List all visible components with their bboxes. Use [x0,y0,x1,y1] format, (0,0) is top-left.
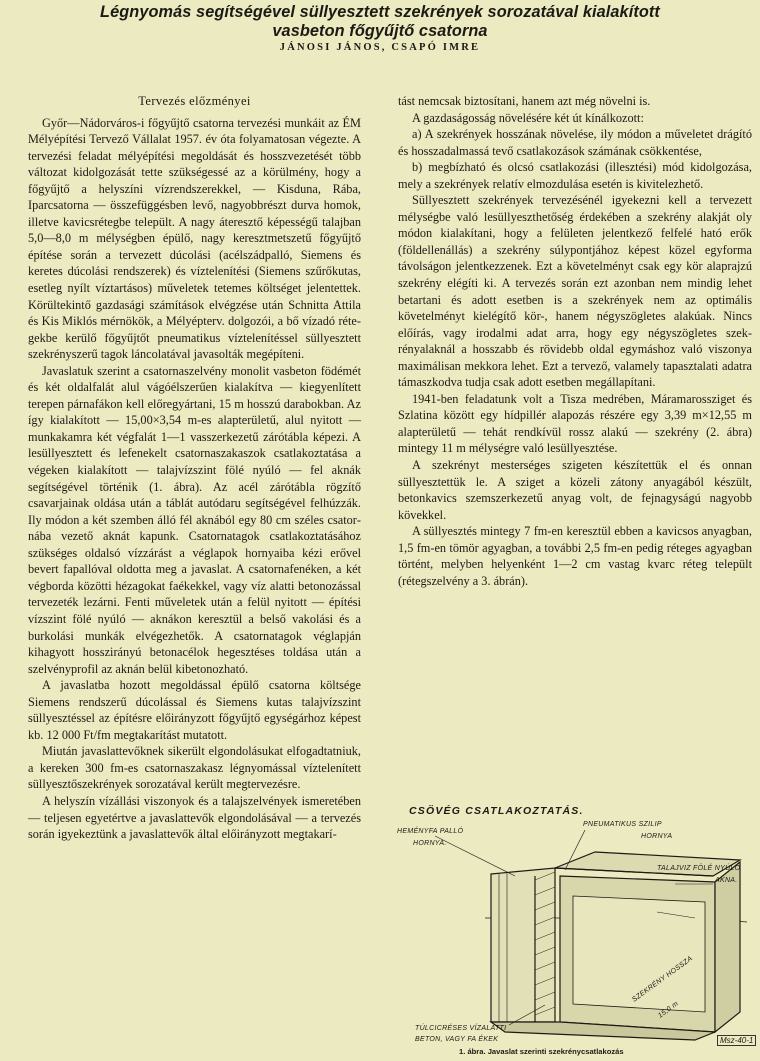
label-szekreny-hossza: SZEKRÉNY HOSSZA [631,955,695,1004]
label-hossz-ertek: 15,0 m [657,1000,680,1020]
authors: JÁNOSI JÁNOS, CSAPÓ IMRE [279,42,481,53]
paragraph: A süllyesztés mintegy 7 fm-en keresztül ebben a kavicsos anyagban, 1,5 fm-en tömör agyagban, a további 2,5 fm-en pedig réteges agyagban történt, melyben helyenként 1—2 cm vastag kvarc réteg települt (rétegszelvény a 3. ábrán). [398,524,752,588]
paragraph: Javaslatuk szerint a csatornaszelvény monolit vasbeton födémét és két oldalfalát alul vágóélszerűen kialakítva — kiegyenlített terepen párnafákon kell előregyártani, 15 m hosszú darabokban. Az így kialakított — 15,00×3,54 m-es alapterületű, alul nyitott — munkakamra két végfalát 1—1 vasszerkezetű zárótábla képezi. A lesüllyesztett és lefenekelt csatornaszakaszok csatlakoztatása a végeken kialakított — talajvízszint fölé nyúló — fel aknák segítségével történik (1. ábra). Az acél zárótábla rögzítő csavarjainak oldása után a táblát autódaru segítségével felhúzzák. Ily módon a két szemben álló fél aknából egy 80 cm széles csatornába vezető aknát kapunk. Csatornatagok csatlakoztatásához szükséges oldalsó vízzárást a véglapok hornyaiba kézi erővel bevert fapallóval oldotta meg a javaslat. A csatornafenéken, a két végborda közötti hézagokat faékekkel, vagy víz alatti betonozással tervezeték lezárni. Fenti műveletek után a felül nyitott — építési vízszint fölé nyúló — aknákon keresztül a belső vakolási és a burkolási munkák elvégezhetők. A csatornatagok véglapján kihagyott hosszirányú betonacélok hegesztéses toldása után a szelvényprofil az aknán belül kibetonozható. [28,363,361,676]
label-tulcicreses: TÚLCICRÉSES VÍZALATTI [415,1025,507,1032]
paragraph: A gazdaságosság növelésére két út kínálkozott: [412,110,644,125]
paragraph: Miután javaslattevőknek sikerült elgondolásukat elfogadtatniuk, a kereken 300 fm-es csatornaszakasz légnyomással víztelenített süllyesztőszekrények sorozatával került megtervezésre. [28,744,361,792]
article-title [20,3,740,41]
label-beton: BETON, VAGY FA ÉKEK [415,1036,499,1043]
figure-caption: 1. ábra. Javaslat szerinti szekrénycsatlakozás [459,1047,624,1056]
paragraph: A helyszín vízállási viszonyok és a talajszelvények ismeretében — teljesen egyetértve a javaslattevők elgondolásával — a tervezés során igyekeztünk a javaslattevők által előirányzott megtakarí- [28,793,361,842]
paragraph: tást nemcsak biztosítani, hanem azt még növelni is. [398,94,651,108]
joint-drawing [395,800,757,1046]
label-horony-right: HORNYA [641,833,673,840]
label-talajviz: TALAJVIZ FÖLÉ NYÚLÓ [657,865,741,872]
figure-pipe-joint [395,800,757,1061]
paragraph: Győr—Nádorváros-i főgyűjtő csatorna tervezési munkáit az ÉM Mélyépítési Tervező Vállalat 1957. év óta folyamatosan végezte. A tervezési feladat mélyépítési megoldását és hosszvezetését több változat kidolgozását tette szükségessé az a körülmény, hogy a főgyűjtő a helyszíni vízrendszerekkel, — Kisduna, Rába, Iparcsatorna — összefüggésben levő, nagyobbrészt durva homok, illetve kavicsrétegbe települt. A nagy áteresztő képességű talajban 5,0—8,0 m mélységben épülő, nagy keresztmetszetű főgyűjtő építése során a tervezett dúcolási (acélszádpalló, Siemens és keretes dúcolási rendszerek) és víztelenítési (Siemens szűrőkutas, esetleg nyílt víztartásos) műveletek tetemes költséget jelentettek. Körültekintő gazdasági számítások elvégzése után Schnitta Attila és Kis Miklós mérnökök, a Mélyépterv. dolgozói, a bő vízadó rétegekbe kerülő főgyűjtőt pneumatikus víztelenítéssel süllyesztett szekrényszerű tagok láncolatával javasolták megépíteni. [28,115,361,362]
paragraph: A szekrényt mesterséges szigeten készítettük el és onnan süllyesztettük le. A sziget a közeli zátony anyagából készült, betonkavics szemszerkezetű anyag volt, de fejnagyságú nagyobb kövekkel. [398,458,752,522]
label-akna: AKNA. [715,877,738,884]
section-heading: Tervezés előzményei [138,94,251,108]
list-item-b: b) megbízható és olcsó csatlakozási (illesztési) mód kidolgozása, mely a szekrények relatív elmozdulása esetén is kivitelezhető. [398,160,752,191]
paragraph: A javaslatba hozott megoldással épülő csatorna költsége Siemens rendszerű dúcolással és Siemens kutas talajvízszint süllyesztéssel az építésre előirányzott főgyűjtő egységárhoz képest kb. 12 000 Ft/fm megtakarítást mutatott. [28,678,361,742]
label-hemenyfa: HEMÉNYFA PALLÓ [397,828,464,835]
figure-stamp: Msz-40-1 [717,1035,756,1046]
left-column [28,93,361,843]
title-line-2: vasbeton főgyűjtő csatorna [272,22,488,40]
paragraph: Süllyesztett szekrények tervezésénél igyekezni kell a tervezett mélységbe való lesüllyeszthetőség érdekében a szekrény alakját oly módon kialakítani, hogy a felületen jelentkező felfelé ható erők (földellenállás) a szekrény súlypontjához képest közel egyforma távolságon jelentkezzenek. Ezt a követelményt csak egy kör alaprajzú szekrény elégíti ki. A tervezés során ezt azonban nem mindig lehet betartani és adott esetben is a szekrények nem az optimális követelményt kielégítő kör-, hanem négyszögletes alakúak. Nincs előírás, vagy irodalmi adat arra, hogy egy négyszögletes szekrényalaknál a hosszabb és rövidebb oldal egymáshoz való viszonya maximálisan mekkora lehet. Ezt a tervező, valamely tapasztalati adatra támaszkodva tudja csak adott esetben megállapítani. [398,193,752,390]
figure-title: CSÖVÉG CSATLAKOZTATÁS. [409,805,584,817]
label-horony-left: HORNYA. [413,840,447,847]
title-line-1: Légnyomás segítségével süllyesztett szekrények sorozatával kialakított [100,3,660,21]
paragraph: 1941-ben feladatunk volt a Tisza medrében, Máramarossziget és Szlatina között egy hídpillér alapozás részére egy 3,39 m×12,55 m alapterületű — tehát rendkívül rossz alakú — szekrény (2. ábra) mintegy 11 m mélységre való lesüllyesztése. [398,391,752,456]
right-column [398,93,752,589]
label-pneumatikus: PNEUMATIKUS SZILIP [583,821,662,828]
list-item-a: a) A szekrények hosszának növelése, ily módon a műveletet drágító és hosszadalmassá tevő csatlakozások számának csökkentése, [398,127,752,158]
